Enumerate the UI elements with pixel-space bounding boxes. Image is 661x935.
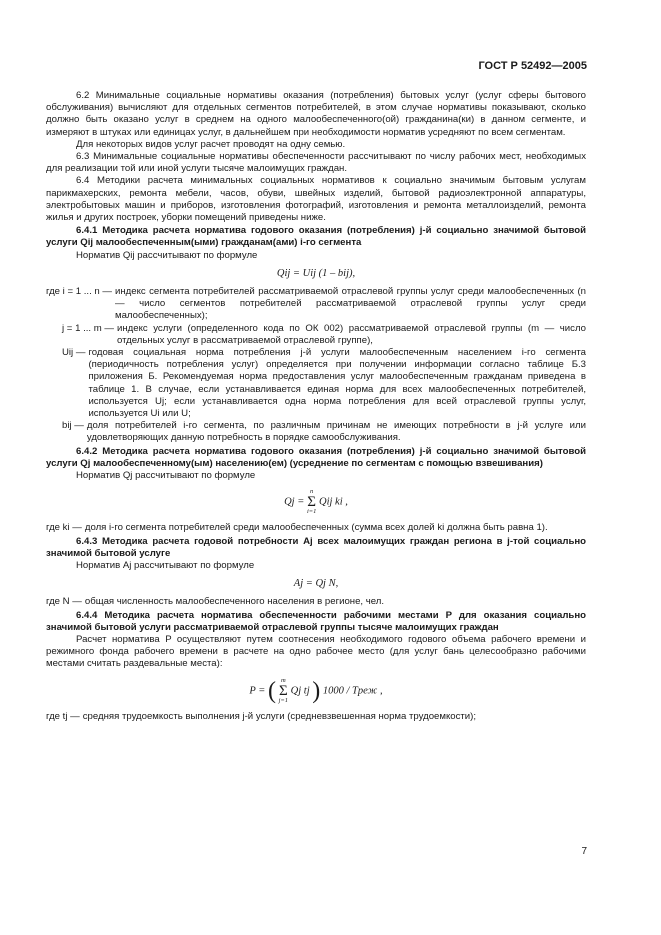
definition-term: где N — <box>46 596 82 608</box>
definition-term: где i = 1 ... n — <box>46 286 112 298</box>
definition-term: j = 1 ... m — <box>62 322 114 334</box>
formula-left: Qj = <box>284 496 305 508</box>
sigma-icon: Σ <box>307 494 317 511</box>
definition-term: где tj — <box>46 710 80 722</box>
paragraph-6-4-3-intro: Норматив Aj рассчитывают по формуле <box>76 559 255 571</box>
definition-text: средняя трудоемкость выполнения j-й услуги (средневзвешенная норма трудоемкости); <box>82 710 477 722</box>
definition-u <box>46 347 586 420</box>
heading-6-4-3: 6.4.3 Методика расчета годовой потребности Aj всех малоимущих граждан региона в j-той социально значимой бытовой услуге <box>46 535 586 559</box>
formula-inner: Qj tj <box>290 684 310 696</box>
definition-term: Uij — <box>62 347 86 359</box>
sum-upper: m <box>280 676 286 684</box>
sum-upper: n <box>310 488 314 496</box>
definition-j <box>46 323 586 347</box>
definition-k <box>46 522 586 534</box>
definition-n <box>46 596 586 608</box>
paragraph-6-4-4-intro: Расчет норматива P осуществляют путем соотнесения необходимого годового объема рабочего времени и режимного фонда рабочего времени в расчете на одно рабочее место (для услуг бань целесообразно рабочими местами считать раздевальные места): <box>46 633 586 670</box>
definition-i <box>46 286 586 323</box>
paragraph-6-2-note: Для некоторых видов услуг расчет проводят на одну семью. <box>76 138 346 150</box>
definition-b <box>46 420 586 444</box>
heading-6-4-1: 6.4.1 Методика расчета норматива годового оказания (потребления) j-й социально значимой бытовой услуги Qij малообеспеченным(ыми) гражданам(ами) i-го сегмента <box>46 225 586 249</box>
sum-lower: i=1 <box>306 508 317 516</box>
heading-6-4-2: 6.4.2 Методика расчета норматива годового оказания (потребления) j-й социально значимой бытовой услуги Qj малообеспеченному(ым) населению(ем) (усреднение по сегментам с помощью взвешивания) <box>46 445 586 469</box>
sigma-icon: Σ <box>278 682 288 699</box>
paragraph-6-4-2-intro: Норматив Qj рассчитывают по формуле <box>76 470 256 482</box>
definition-term: bij — <box>62 420 84 432</box>
definition-text: доля i-го сегмента потребителей среди малообеспеченных (сумма всех долей ki должна быть равна 1). <box>84 522 548 534</box>
formula-left: P = <box>249 684 266 696</box>
paragraph-6-2: 6.2 Минимальные социальные нормативы оказания (потребления) бытовых услуг (услуг сферы бытового обслуживания) вычисляют для отдельных сегментов потребителей, в этом случае нормативы показывают, сколько должно быть оказано услуг в среднем на одного малообеспеченного(ой) гражданина(ки) в данном сегменте, и измеряют в штуках или единицах услуг, в дальнейшем при необходимости норматив усредняют по всем сегментам. <box>46 90 586 138</box>
definition-text: доля потребителей i-го сегмента, по различным причинам не имеющих потребности в j-й услуге или удовлетворяющих данную потребность в порядке самообслуживания. <box>86 420 586 444</box>
formula-right: 1000 / Tреж , <box>322 684 383 696</box>
standard-header: ГОСТ Р 52492—2005 <box>478 60 587 72</box>
paragraph-6-3: 6.3 Минимальные социальные нормативы обеспеченности рассчитывают по числу рабочих мест, необходимых для реализации той или иной услуги тысяче малоимущих граждан. <box>46 151 586 175</box>
paragraph-6-4: 6.4 Методики расчета минимальных социальных нормативов к социально значимым бытовым услугам парикмахерских, ремонта мебели, часов, обуви, швейных изделий, бытовой радиоэлектронной аппаратуры, электробытовых машин и приборов, изготовления фотографий, изготовления и ремонта металлоизделий, ремонта жилья и других построек, уборки помещений приведены ниже. <box>46 175 586 224</box>
paren-close-icon: ) <box>312 677 321 704</box>
paren-open-icon: ( <box>267 677 276 704</box>
sum-operator <box>279 677 288 705</box>
definition-text: индекс сегмента потребителей рассматриваемой отраслевой группы услуг среди малообеспеченных (n — число сегментов потребителей рассматриваемой отраслевой группы услуг среди малообеспеченных); <box>115 286 586 322</box>
formula-qj <box>46 488 586 516</box>
paragraph-6-4-1-intro: Норматив Qij рассчитывают по формуле <box>76 249 258 261</box>
heading-6-4-4: 6.4.4 Методика расчета норматива обеспеченности рабочими местами P для оказания социально значимой бытовой услуги рассматриваемой отраслевой группы тысяче малоимущих граждан <box>46 609 586 633</box>
definition-text: индекс услуги (определенного кода по ОК 002) рассматриваемой отраслевой группы (m — число отдельных услуг в рассматриваемой отраслевой группе), <box>116 322 586 346</box>
formula-right: Qij ki , <box>319 496 348 508</box>
sum-lower: j=1 <box>278 696 289 704</box>
formula-qij: Qij = Uij (1 – bij), <box>276 267 356 279</box>
definition-t <box>46 711 586 723</box>
sum-operator <box>307 488 316 516</box>
page-number: 7 <box>581 846 587 857</box>
formula-aj: Aj = Qj N, <box>293 578 339 590</box>
definition-term: где ki — <box>46 522 82 534</box>
definition-text: общая численность малообеспеченного населения в регионе, чел. <box>84 596 385 608</box>
formula-p <box>46 677 586 705</box>
definition-text: годовая социальная норма потребления j-й услуги малообеспеченным населением i-го сегмента (периодичность потребления услуг) определяется при получении информации согласно таблице Б.3 приложения Б. Рекомендуемая норма предоставления услуг малообеспеченным гражданам приведена в таблице 1. В случае, если устанавливается единая норма для всех малообеспеченных потребителей, используется Uj; если устанавливается одна норма потребления для всей отраслевой группы услуг, используется Ui или U; <box>88 347 586 420</box>
document-body <box>46 90 586 723</box>
